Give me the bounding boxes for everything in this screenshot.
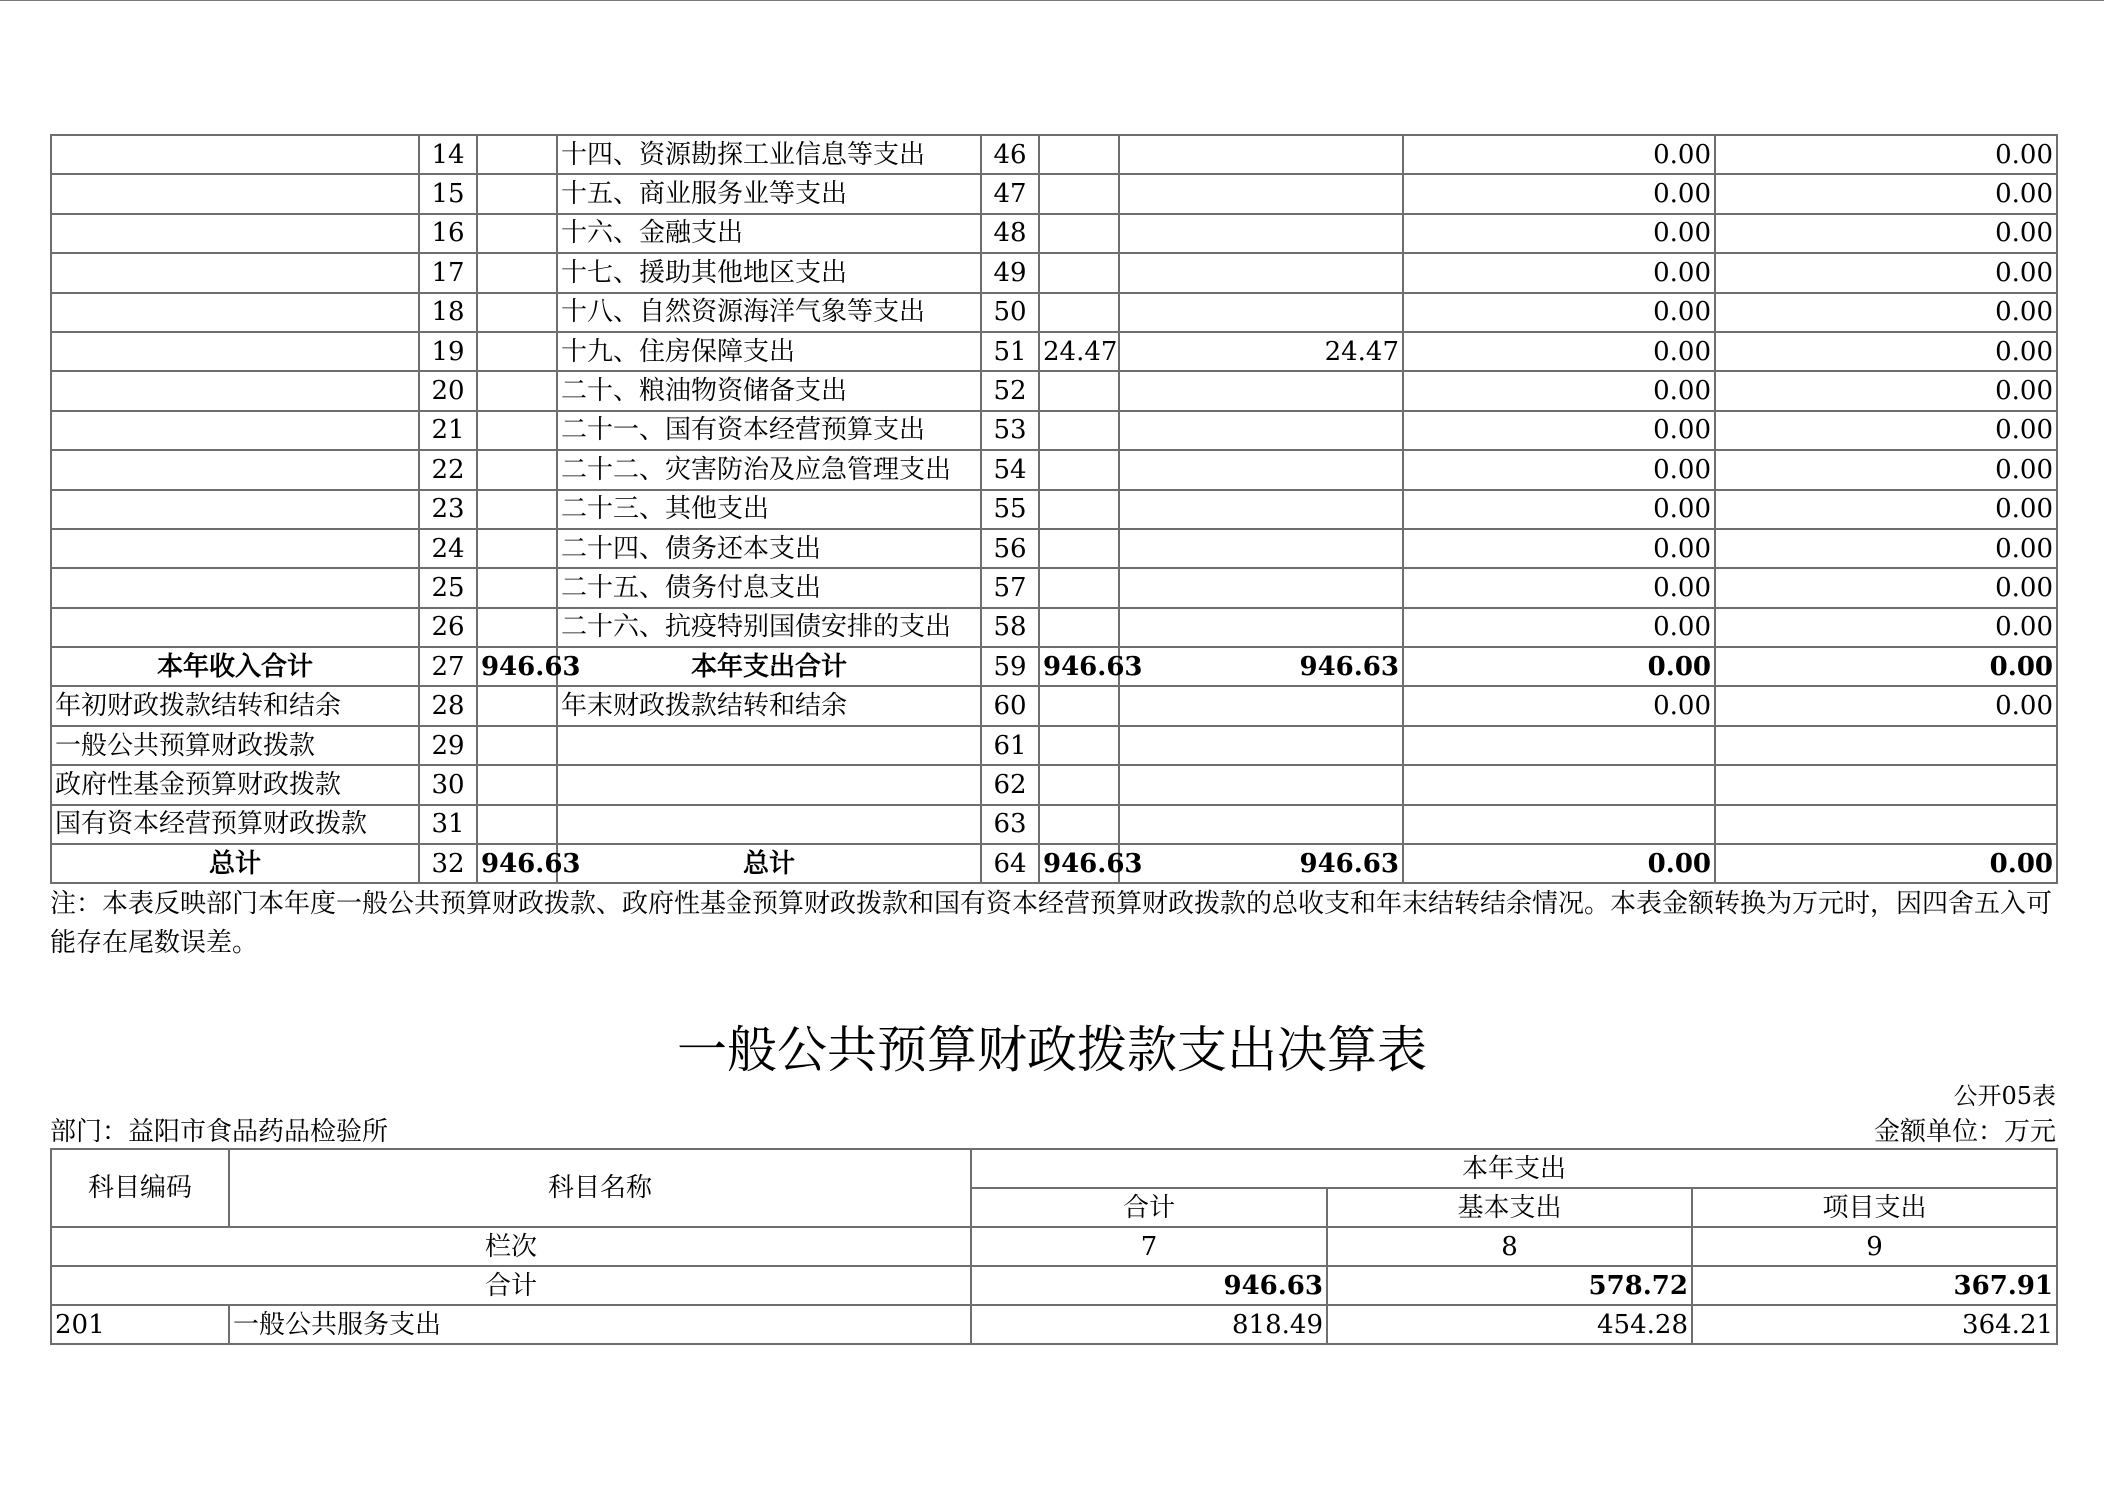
amount-3	[1403, 765, 1715, 804]
right-line-no: 50	[981, 293, 1039, 332]
left-label	[51, 608, 419, 647]
right-label: 十五、商业服务业等支出	[557, 174, 981, 213]
left-amount	[477, 411, 557, 450]
left-amount	[477, 214, 557, 253]
right-label: 二十二、灾害防治及应急管理支出	[557, 450, 981, 489]
left-line-no: 22	[419, 450, 477, 489]
left-amount	[477, 371, 557, 410]
table-row	[51, 805, 2057, 844]
amount-2	[1119, 805, 1403, 844]
amount-3: 0.00	[1403, 332, 1715, 371]
left-line-no: 20	[419, 371, 477, 410]
form-reference: 公开05表	[1953, 1082, 2056, 1110]
amount-1	[1039, 371, 1119, 410]
right-label: 二十三、其他支出	[557, 490, 981, 529]
left-amount	[477, 450, 557, 489]
amount-2	[1119, 726, 1403, 765]
amount-3: 0.00	[1403, 411, 1715, 450]
amount-1: 24.47	[1039, 332, 1119, 371]
left-line-no: 27	[419, 647, 477, 686]
amount-4	[1715, 805, 2057, 844]
right-line-no: 53	[981, 411, 1039, 450]
amount-4: 0.00	[1715, 529, 2057, 568]
amount-4: 0.00	[1715, 174, 2057, 213]
amount-3	[1403, 726, 1715, 765]
table-note: 注：本表反映部门本年度一般公共预算财政拨款、政府性基金预算财政拨款和国有资本经营预算财政拨款的总收支和年末结转结余情况。本表金额转换为万元时，因四舍五入可能存在尾数误差。	[50, 889, 2053, 958]
right-line-no: 58	[981, 608, 1039, 647]
left-label	[51, 214, 419, 253]
left-amount	[477, 726, 557, 765]
income-expense-table	[50, 134, 2058, 884]
amount-4: 0.00	[1715, 411, 2057, 450]
amount-3: 0.00	[1403, 371, 1715, 410]
sum-total: 946.63	[971, 1266, 1327, 1305]
right-line-no: 64	[981, 844, 1039, 883]
table-row	[51, 135, 2057, 174]
left-line-no: 25	[419, 568, 477, 607]
amount-4: 0.00	[1715, 647, 2057, 686]
left-line-no: 19	[419, 332, 477, 371]
left-line-no: 21	[419, 411, 477, 450]
amount-3	[1403, 805, 1715, 844]
left-line-no: 24	[419, 529, 477, 568]
right-line-no: 60	[981, 686, 1039, 725]
right-line-no: 63	[981, 805, 1039, 844]
amount-3: 0.00	[1403, 647, 1715, 686]
amount-3: 0.00	[1403, 293, 1715, 332]
sum-project: 367.91	[1692, 1266, 2057, 1305]
amount-3: 0.00	[1403, 608, 1715, 647]
amount-unit-label: 金额单位：万元	[1873, 1117, 2056, 1147]
left-line-no: 15	[419, 174, 477, 213]
left-amount	[477, 529, 557, 568]
table-row	[51, 568, 2057, 607]
left-line-no: 16	[419, 214, 477, 253]
amount-3: 0.00	[1403, 214, 1715, 253]
column-number-8: 8	[1327, 1227, 1692, 1266]
amount-2	[1119, 293, 1403, 332]
left-line-no: 31	[419, 805, 477, 844]
header-row-1	[51, 1149, 2057, 1188]
table-row	[51, 1305, 2057, 1344]
amount-2	[1119, 529, 1403, 568]
right-label: 二十六、抗疫特别国债安排的支出	[557, 608, 981, 647]
left-amount	[477, 490, 557, 529]
table-row	[51, 214, 2057, 253]
amount-1	[1039, 293, 1119, 332]
header-project: 项目支出	[1692, 1188, 2057, 1227]
table-row	[51, 765, 2057, 804]
amount-2: 946.63	[1119, 647, 1403, 686]
row-code: 201	[51, 1305, 229, 1344]
left-label	[51, 529, 419, 568]
left-label: 年初财政拨款结转和结余	[51, 686, 419, 725]
right-line-no: 55	[981, 490, 1039, 529]
amount-4: 0.00	[1715, 332, 2057, 371]
amount-4: 0.00	[1715, 450, 2057, 489]
left-label: 政府性基金预算财政拨款	[51, 765, 419, 804]
right-label: 二十五、债务付息支出	[557, 568, 981, 607]
amount-2	[1119, 608, 1403, 647]
table-row	[51, 726, 2057, 765]
amount-3: 0.00	[1403, 686, 1715, 725]
amount-4	[1715, 765, 2057, 804]
right-line-no: 56	[981, 529, 1039, 568]
right-label: 十四、资源勘探工业信息等支出	[557, 135, 981, 174]
amount-2	[1119, 411, 1403, 450]
right-label: 十九、住房保障支出	[557, 332, 981, 371]
left-line-no: 30	[419, 765, 477, 804]
amount-3: 0.00	[1403, 253, 1715, 292]
right-line-no: 59	[981, 647, 1039, 686]
amount-4: 0.00	[1715, 214, 2057, 253]
table-row	[51, 450, 2057, 489]
amount-2: 24.47	[1119, 332, 1403, 371]
right-line-no: 61	[981, 726, 1039, 765]
amount-2	[1119, 371, 1403, 410]
amount-4: 0.00	[1715, 568, 2057, 607]
left-line-no: 29	[419, 726, 477, 765]
left-line-no: 28	[419, 686, 477, 725]
amount-1	[1039, 765, 1119, 804]
right-label	[557, 805, 981, 844]
left-line-no: 23	[419, 490, 477, 529]
amount-1	[1039, 726, 1119, 765]
left-amount	[477, 568, 557, 607]
left-label	[51, 135, 419, 174]
amount-3: 0.00	[1403, 174, 1715, 213]
left-label: 总计	[51, 844, 419, 883]
top-border-line	[0, 0, 2104, 1]
left-amount	[477, 608, 557, 647]
amount-1: 946.63	[1039, 647, 1119, 686]
column-number-7: 7	[971, 1227, 1327, 1266]
amount-4: 0.00	[1715, 371, 2057, 410]
left-label: 国有资本经营预算财政拨款	[51, 805, 419, 844]
table-row	[51, 647, 2057, 686]
left-line-no: 32	[419, 844, 477, 883]
table-row	[51, 844, 2057, 883]
amount-4: 0.00	[1715, 253, 2057, 292]
table-row	[51, 293, 2057, 332]
table-row	[51, 371, 2057, 410]
amount-3: 0.00	[1403, 568, 1715, 607]
right-line-no: 51	[981, 332, 1039, 371]
right-label: 十七、援助其他地区支出	[557, 253, 981, 292]
amount-1: 946.63	[1039, 844, 1119, 883]
amount-3: 0.00	[1403, 490, 1715, 529]
left-label: 一般公共预算财政拨款	[51, 726, 419, 765]
amount-2: 946.63	[1119, 844, 1403, 883]
left-label	[51, 332, 419, 371]
amount-4: 0.00	[1715, 844, 2057, 883]
left-label	[51, 174, 419, 213]
header-group: 本年支出	[971, 1149, 2057, 1188]
amount-3: 0.00	[1403, 450, 1715, 489]
amount-1	[1039, 529, 1119, 568]
header-name: 科目名称	[229, 1149, 971, 1227]
right-label: 十六、金融支出	[557, 214, 981, 253]
amount-1	[1039, 568, 1119, 607]
header-basic: 基本支出	[1327, 1188, 1692, 1227]
amount-4: 0.00	[1715, 490, 2057, 529]
amount-2	[1119, 135, 1403, 174]
amount-1	[1039, 805, 1119, 844]
table-row	[51, 608, 2057, 647]
left-amount: 946.63	[477, 844, 557, 883]
amount-1	[1039, 686, 1119, 725]
left-label	[51, 253, 419, 292]
amount-3: 0.00	[1403, 135, 1715, 174]
amount-1	[1039, 253, 1119, 292]
amount-1	[1039, 411, 1119, 450]
amount-4	[1715, 726, 2057, 765]
amount-2	[1119, 214, 1403, 253]
header-total: 合计	[971, 1188, 1327, 1227]
row-total: 818.49	[971, 1305, 1327, 1344]
amount-4: 0.00	[1715, 608, 2057, 647]
left-label	[51, 411, 419, 450]
right-line-no: 48	[981, 214, 1039, 253]
left-amount	[477, 253, 557, 292]
left-label	[51, 568, 419, 607]
left-line-no: 18	[419, 293, 477, 332]
right-label: 本年支出合计	[557, 647, 981, 686]
page-title: 一般公共预算财政拨款支出决算表	[677, 1021, 1427, 1079]
table-row	[51, 411, 2057, 450]
amount-4: 0.00	[1715, 293, 2057, 332]
table-row	[51, 174, 2057, 213]
right-line-no: 49	[981, 253, 1039, 292]
left-label	[51, 490, 419, 529]
column-number-9: 9	[1692, 1227, 2057, 1266]
amount-2	[1119, 686, 1403, 725]
amount-2	[1119, 490, 1403, 529]
amount-2	[1119, 174, 1403, 213]
table-row	[51, 490, 2057, 529]
row-basic: 454.28	[1327, 1305, 1692, 1344]
left-amount	[477, 686, 557, 725]
sum-row	[51, 1266, 2057, 1305]
department-label: 部门：益阳市食品药品检验所	[50, 1117, 389, 1147]
right-label: 二十四、债务还本支出	[557, 529, 981, 568]
left-amount: 946.63	[477, 647, 557, 686]
left-line-no: 17	[419, 253, 477, 292]
table-row	[51, 332, 2057, 371]
left-label	[51, 371, 419, 410]
amount-1	[1039, 608, 1119, 647]
right-label: 年末财政拨款结转和结余	[557, 686, 981, 725]
amount-1	[1039, 490, 1119, 529]
right-line-no: 62	[981, 765, 1039, 804]
left-line-no: 26	[419, 608, 477, 647]
amount-2	[1119, 253, 1403, 292]
left-amount	[477, 135, 557, 174]
right-line-no: 47	[981, 174, 1039, 213]
table-row	[51, 529, 2057, 568]
right-label	[557, 765, 981, 804]
amount-1	[1039, 214, 1119, 253]
amount-1	[1039, 450, 1119, 489]
right-line-no: 46	[981, 135, 1039, 174]
right-label: 二十一、国有资本经营预算支出	[557, 411, 981, 450]
right-label: 总计	[557, 844, 981, 883]
amount-1	[1039, 135, 1119, 174]
right-label	[557, 726, 981, 765]
right-line-no: 54	[981, 450, 1039, 489]
sum-basic: 578.72	[1327, 1266, 1692, 1305]
left-label: 本年收入合计	[51, 647, 419, 686]
left-line-no: 14	[419, 135, 477, 174]
table-row	[51, 253, 2057, 292]
amount-3: 0.00	[1403, 844, 1715, 883]
amount-2	[1119, 568, 1403, 607]
amount-2	[1119, 765, 1403, 804]
right-line-no: 52	[981, 371, 1039, 410]
amount-3: 0.00	[1403, 529, 1715, 568]
right-label: 二十、粮油物资储备支出	[557, 371, 981, 410]
right-line-no: 57	[981, 568, 1039, 607]
sum-label: 合计	[51, 1266, 971, 1305]
left-amount	[477, 293, 557, 332]
left-label	[51, 293, 419, 332]
amount-4: 0.00	[1715, 686, 2057, 725]
amount-4: 0.00	[1715, 135, 2057, 174]
left-amount	[477, 805, 557, 844]
expenditure-table	[50, 1148, 2058, 1345]
row-project: 364.21	[1692, 1305, 2057, 1344]
column-number-label: 栏次	[51, 1227, 971, 1266]
table-row	[51, 686, 2057, 725]
amount-1	[1039, 174, 1119, 213]
column-number-row	[51, 1227, 2057, 1266]
left-label	[51, 450, 419, 489]
left-amount	[477, 174, 557, 213]
header-code: 科目编码	[51, 1149, 229, 1227]
row-name: 一般公共服务支出	[229, 1305, 971, 1344]
amount-2	[1119, 450, 1403, 489]
right-label: 十八、自然资源海洋气象等支出	[557, 293, 981, 332]
left-amount	[477, 332, 557, 371]
left-amount	[477, 765, 557, 804]
